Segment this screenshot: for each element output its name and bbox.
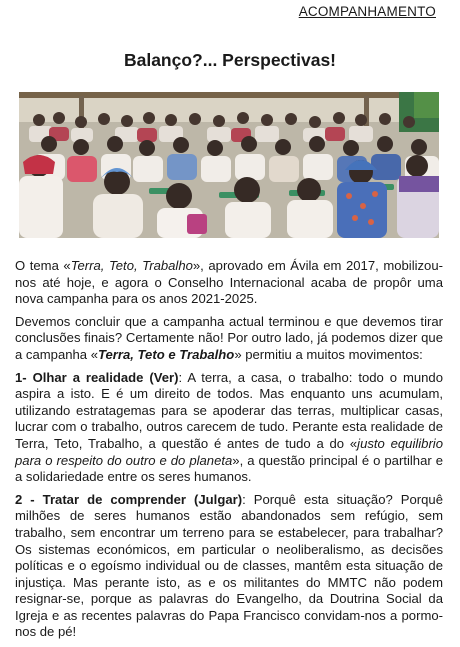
article-body (15, 258, 443, 647)
paragraph: O tema «Terra, Teto, Trabalho», aprovado em Ávila em 2017, mobilizou-nos até hoje, e agora o Conselho Internacional acaba de propôr uma nova campanha para os anos 2021-2025. (15, 258, 443, 307)
paragraph: 2 - Tratar de comprender (Julgar): Porquê esta situação? Porquê milhões de seres humanos estão abandonados sem refúgio, sem trabalho, sem encontrar um terreno para se estabelecer, para trabalhar? Os sistemas económicos, em particular o neoliberalismo, as decisões políticas e o egoísmo individual ou de classes, mantêm esta situação de injustiça. Mas perante isto, as e os militantes do MMTC não podem resignar-se, porque as palavras do Evangelho, da Doutrina Social da Igreja e as recentes palavras do Papa Francisco convidam-nos a pormo-nos de pé! (15, 491, 443, 640)
paragraph: Devemos concluir que a campanha actual terminou e que devemos tirar conclusões finais? Certamente não! Por outro lado, já podemos dizer que a campanha «Terra, Teto e Trabalho» permitiu a muitos movimentos: (15, 313, 443, 362)
section-label: ACOMPANHAMENTO (298, 4, 436, 19)
article-title: Balanço?... Perspectivas! (123, 50, 337, 70)
paragraph-heading: 2 - Tratar de comprender (Julgar) (15, 491, 243, 507)
paragraph-heading: 1- Olhar a realidade (Ver) (15, 369, 179, 385)
paragraph: 1- Olhar a realidade (Ver): A terra, a casa, o trabalho: todo o mundo aspira a isto. E é um direito de todos. Mas enquanto uns acumulam, utilizando estratagemas para se apoderar das terras, multiplicar casas, lucrar com o trabalho, outros carecem de tudo. Perante esta realidade de Terra, Teto, Trabalho, a questão é antes de tudo a do «justo equilibrio para o respeito do outro e do planeta», a questão principal é o partilhar e a solidariedade entre os seres humanos. (15, 369, 443, 485)
article-photo (19, 92, 439, 238)
